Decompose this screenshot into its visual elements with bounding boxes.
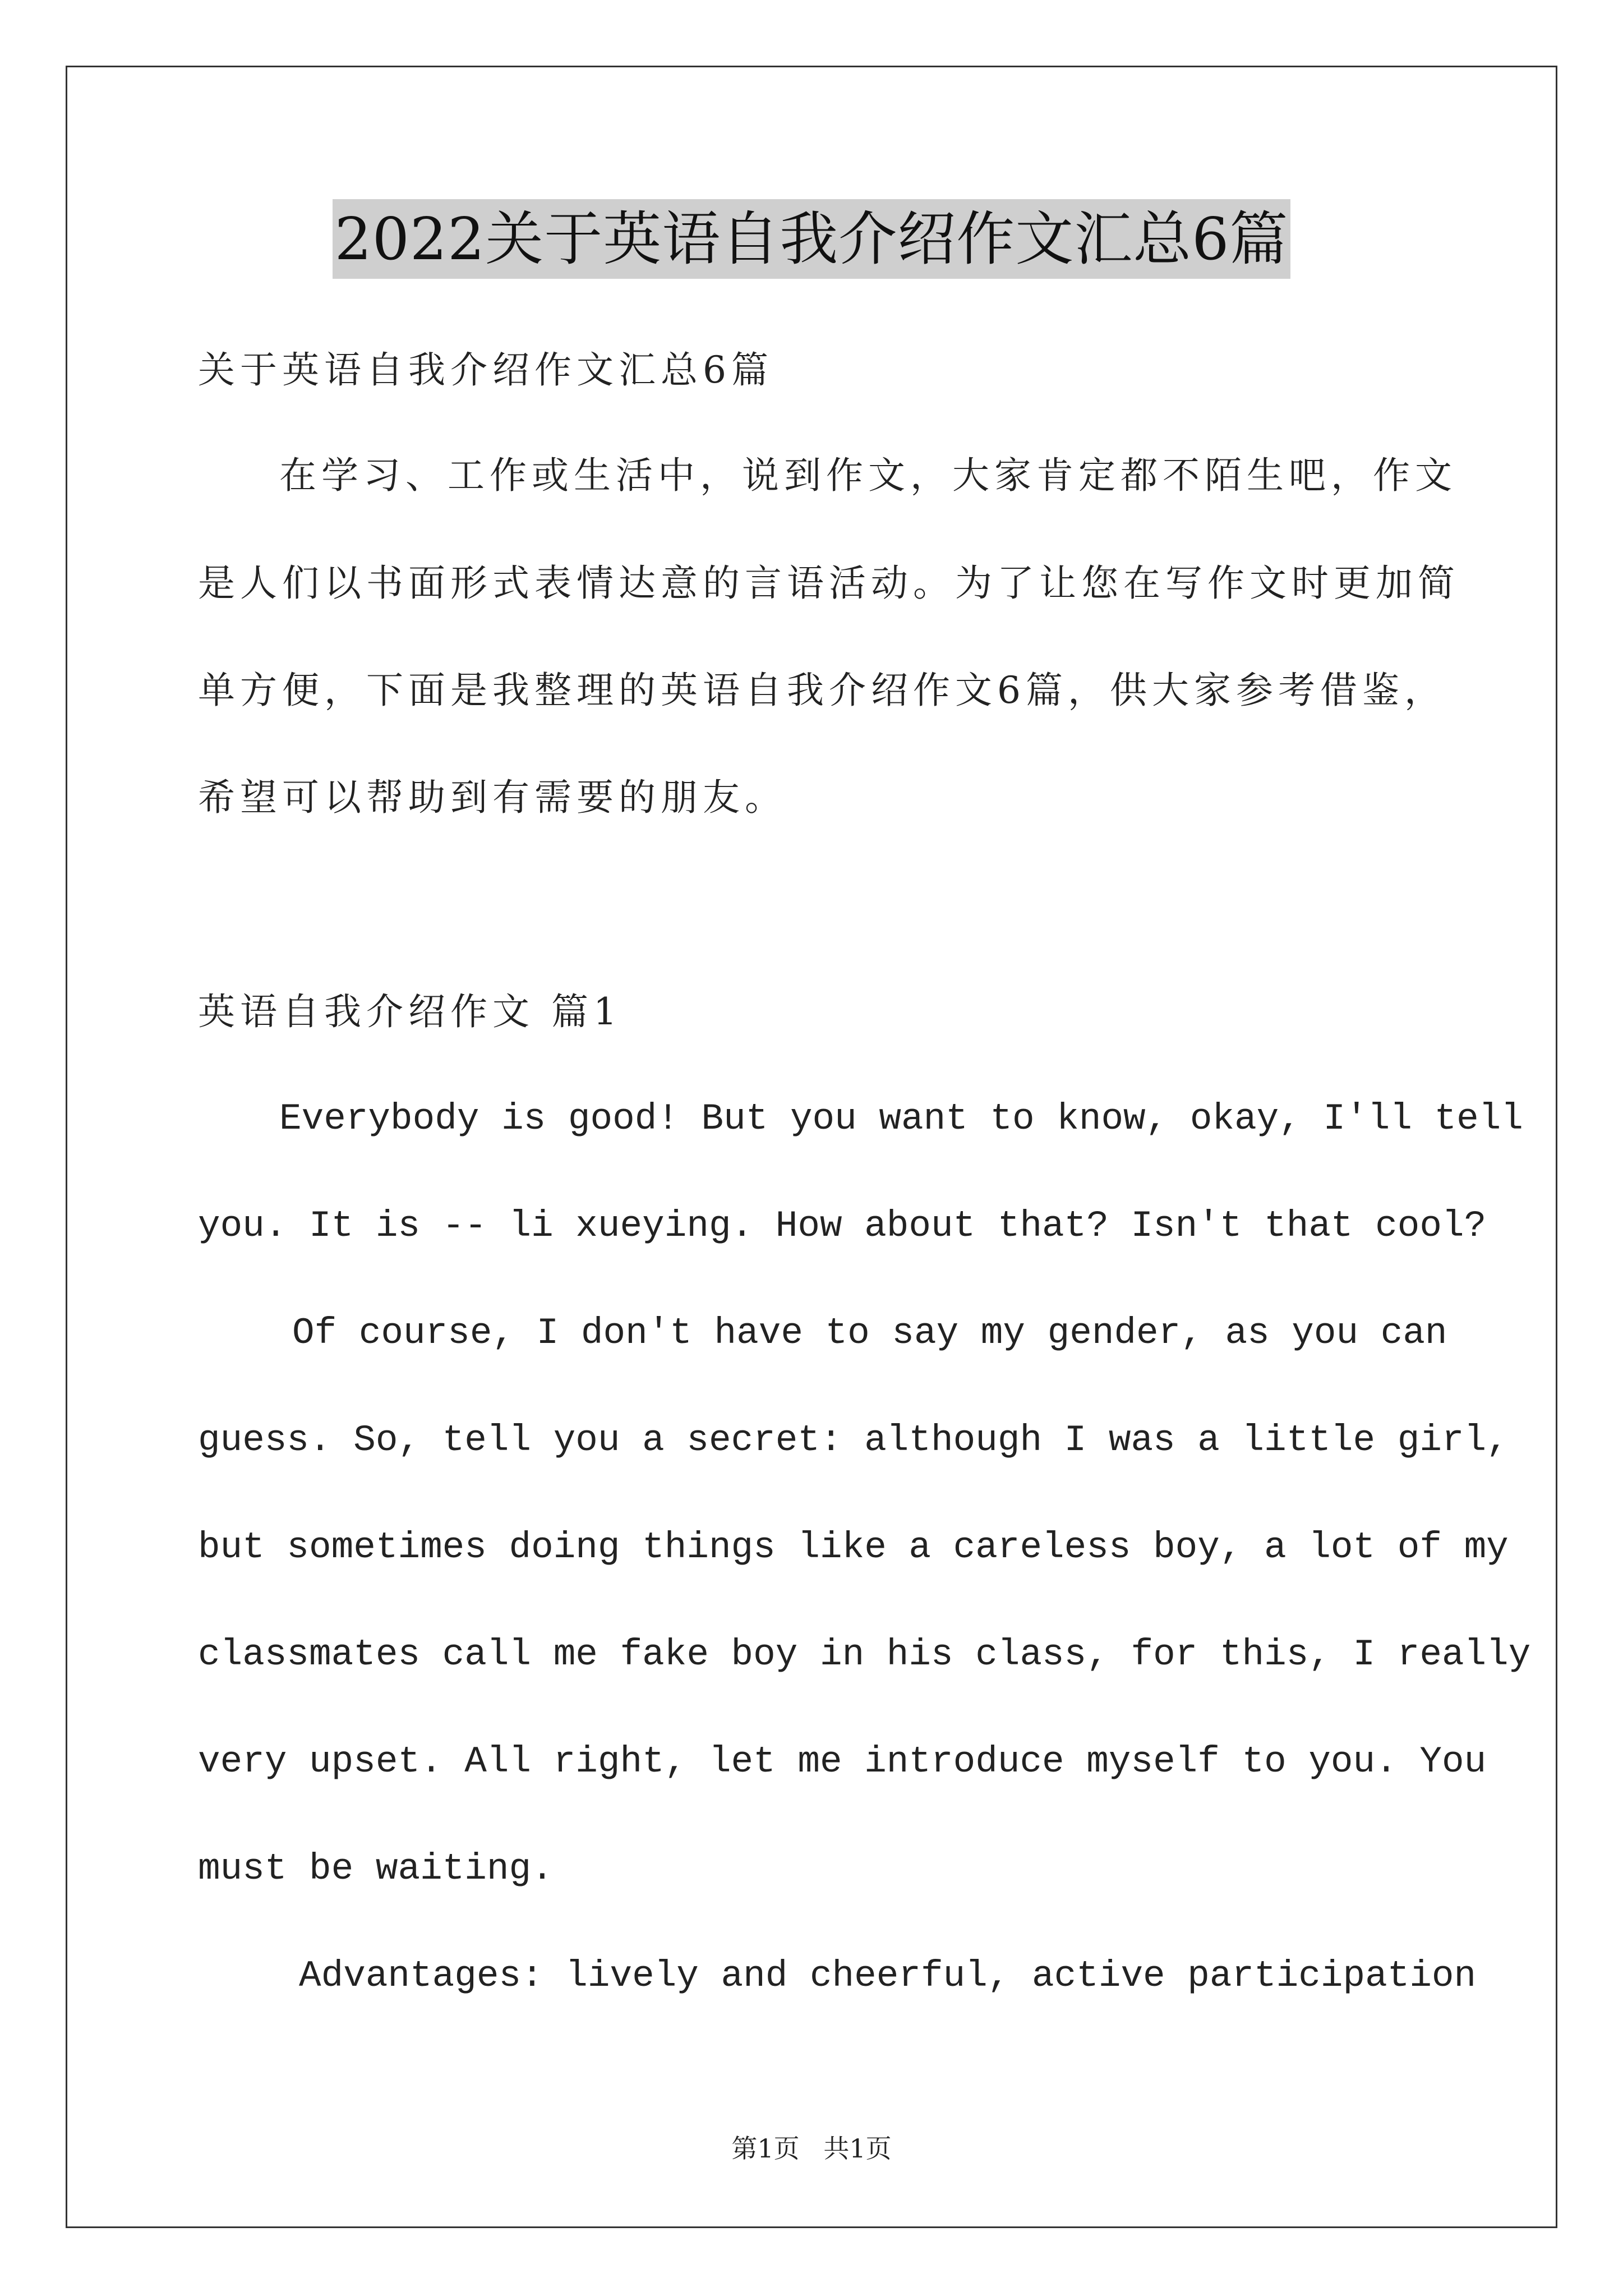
essay-line-5: but sometimes doing things like a careless boy, a lot of my <box>198 1526 1509 1568</box>
intro-line-3: 单方便，下面是我整理的英语自我介绍作文6篇，供大家参考借鉴， <box>198 669 1446 712</box>
page-footer <box>0 2132 1623 2165</box>
section-heading: 英语自我介绍作文 篇1 <box>198 990 622 1033</box>
essay-line-6: classmates call me fake boy in his class, for this, I really <box>198 1634 1531 1676</box>
title-wrapper <box>0 199 1623 279</box>
essay-line-3: Of course, I don't have to say my gender, as you can <box>292 1312 1447 1354</box>
intro-line-4: 希望可以帮助到有需要的朋友。 <box>198 776 787 819</box>
document-subtitle: 关于英语自我介绍作文汇总6篇 <box>198 348 773 392</box>
page-number: 第1页 <box>731 2133 800 2164</box>
essay-line-9: Advantages: lively and cheerful, active participation <box>299 1955 1477 1997</box>
intro-line-2: 是人们以书面形式表情达意的言语活动。为了让您在写作文时更加简 <box>198 562 1460 605</box>
essay-line-8: must be waiting. <box>198 1848 554 1890</box>
page-total: 共1页 <box>823 2133 892 2164</box>
essay-line-1: Everybody is good! But you want to know, okay, I'll tell <box>279 1098 1523 1140</box>
essay-line-7: very upset. All right, let me introduce myself to you. You <box>198 1741 1487 1783</box>
essay-line-4: guess. So, tell you a secret: although I was a little girl, <box>198 1419 1509 1461</box>
intro-line-1: 在学习、工作或生活中，说到作文，大家肯定都不陌生吧，作文 <box>279 454 1457 497</box>
essay-line-2: you. It is -- li xueying. How about that? Isn't that cool? <box>198 1205 1487 1247</box>
document-title: 2022关于英语自我介绍作文汇总6篇 <box>333 199 1291 279</box>
